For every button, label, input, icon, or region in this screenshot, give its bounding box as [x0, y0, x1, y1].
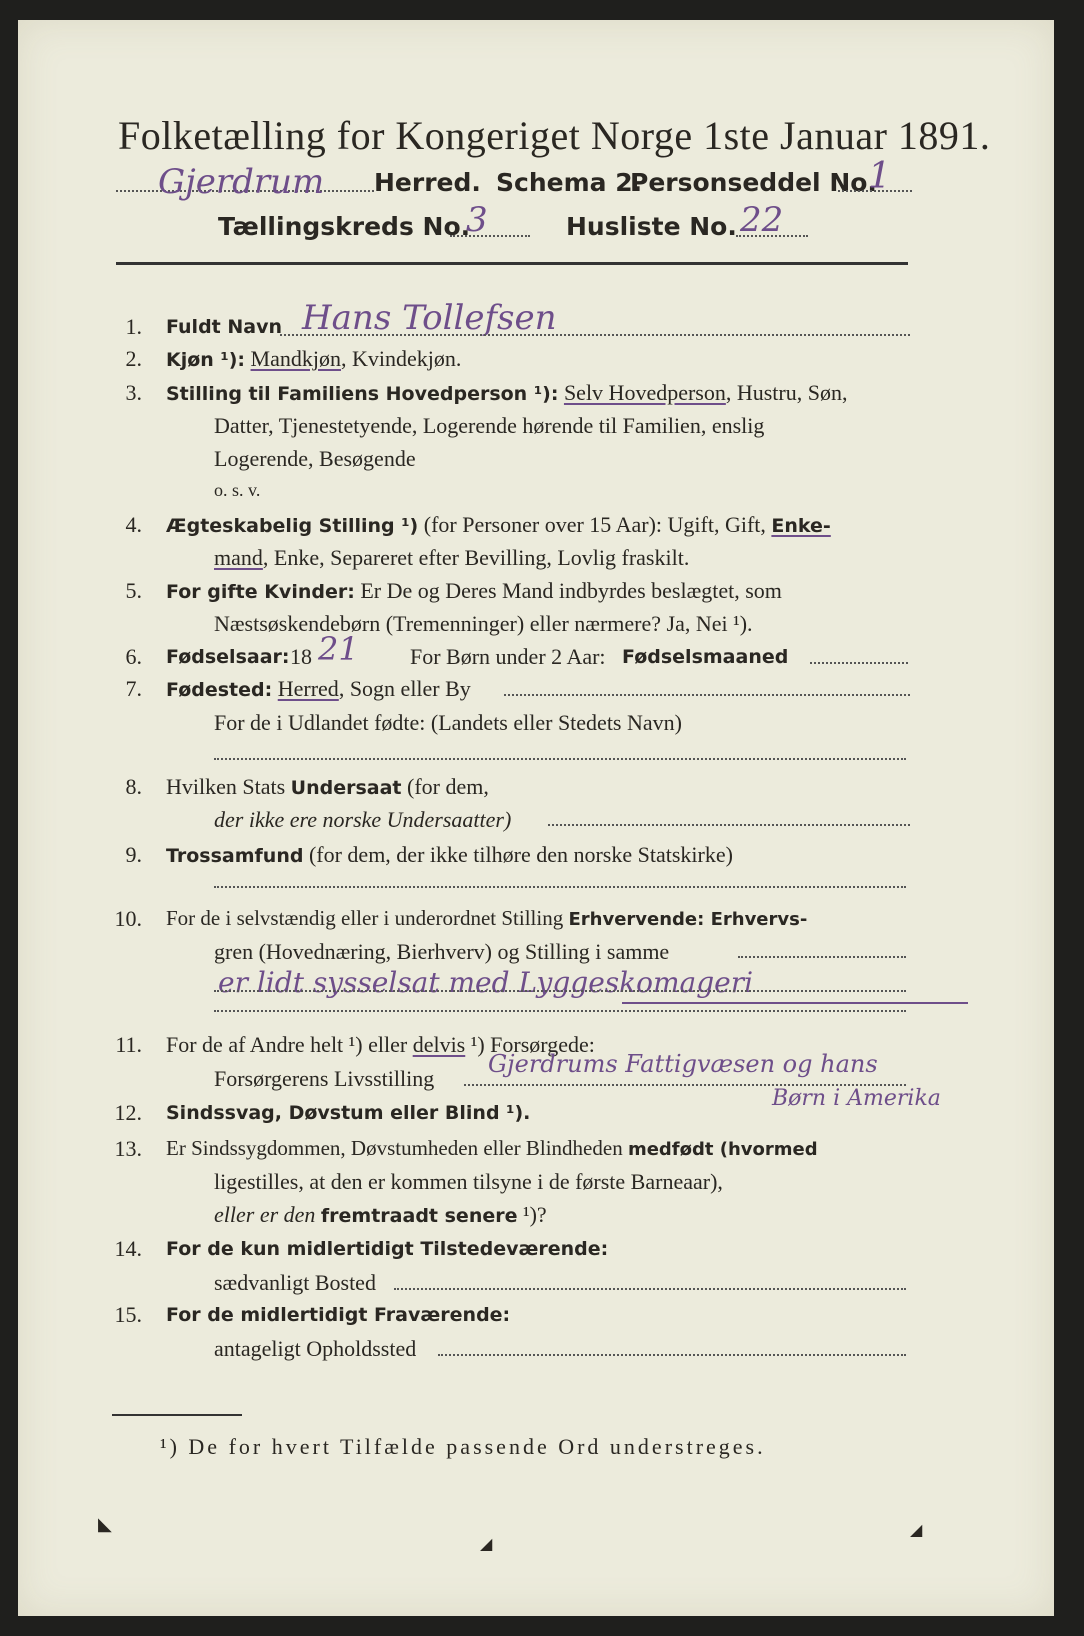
- q10-label: Erhvervende: Erhvervs-: [568, 909, 808, 930]
- q3-line4: o. s. v.: [214, 480, 261, 500]
- q1-value: Hans Tollefsen: [302, 298, 557, 338]
- q4-label: Ægteskabelig Stilling ¹): [166, 515, 419, 537]
- q7-selected-option: Herred: [277, 676, 339, 701]
- husliste-value: 22: [740, 200, 784, 240]
- personseddel-value: 1: [868, 156, 891, 197]
- q10-line3: [214, 990, 906, 992]
- q3-line1: [166, 380, 847, 406]
- q8-line2: der ikke ere norske Undersaatter): [214, 807, 512, 832]
- q6-label: Fødselsaar:: [166, 646, 290, 668]
- q11-value1: Gjerdrums Fattigvæsen og hans: [488, 1050, 878, 1078]
- q6-label2: Fødselsmaaned: [622, 646, 789, 668]
- schema-label: Schema 2.: [496, 168, 643, 197]
- corner-mark-left: ◣: [98, 1514, 112, 1535]
- q8-line: [548, 824, 910, 826]
- q10-underline: [622, 1002, 968, 1004]
- q9-line1: [166, 842, 733, 868]
- q13-number: 13.: [114, 1136, 142, 1161]
- taellingskreds-label: Tællingskreds No.: [218, 212, 471, 241]
- q12-number: 12.: [114, 1100, 142, 1125]
- q7-line: [504, 694, 910, 696]
- corner-mark-right: ◢: [910, 1520, 923, 1539]
- q14-label: For de kun midlertidigt Tilstedeværende:: [166, 1238, 609, 1260]
- q15-line2: antageligt Opholdssted: [214, 1336, 417, 1361]
- footnote-rule: [112, 1414, 242, 1416]
- q11-value2: Børn i Amerika: [772, 1086, 941, 1111]
- q1-label: Fuldt Navn: [166, 316, 283, 338]
- q10-text: For de i selvstændig eller i underordnet Stilling: [166, 906, 564, 930]
- q13-label3: fremtraadt senere: [320, 1205, 518, 1227]
- q4-number: 4.: [125, 512, 142, 537]
- q2-number: 2.: [125, 346, 142, 371]
- q9-line: [214, 886, 906, 888]
- q11-rest: ¹) Forsørgede:: [465, 1032, 595, 1057]
- q15-label: For de midlertidigt Fraværende:: [166, 1304, 511, 1326]
- q6-value: 21: [318, 630, 359, 668]
- q6-number: 6.: [125, 644, 142, 669]
- q13-text3a: eller er den: [214, 1202, 316, 1227]
- q8-label: Undersaat: [290, 777, 402, 799]
- q4-selected-option-a: Enke-: [771, 515, 831, 537]
- q13-line3: [214, 1202, 547, 1228]
- q9-label: Trossamfund: [166, 845, 304, 867]
- q2-text: [166, 346, 461, 372]
- q13-line1: [166, 1136, 818, 1161]
- q3-line3: Logerende, Besøgende: [214, 446, 416, 471]
- q6-text: For Børn under 2 Aar:: [410, 644, 606, 669]
- q7-label: Fødested:: [166, 679, 273, 701]
- q12-label: Sindssvag, Døvstum eller Blind ¹).: [166, 1102, 531, 1124]
- q8-line1: [166, 774, 489, 800]
- q4-line1: [166, 512, 831, 538]
- q5-text: Er De og Deres Mand indbyrdes beslægtet, som: [360, 578, 782, 603]
- q15-line: [438, 1354, 906, 1356]
- q7-line3: [214, 758, 906, 760]
- herred-value: Gjerdrum: [158, 162, 325, 202]
- q3-number: 3.: [125, 380, 142, 405]
- personseddel-label: Personseddel No.: [630, 168, 877, 197]
- q2-other-option: , Kvindekjøn.: [341, 346, 462, 371]
- herred-label: Herred.: [374, 168, 481, 197]
- corner-mark-center: ◢: [480, 1534, 493, 1553]
- q6-prefix: 18: [290, 644, 312, 669]
- q10-line1: [166, 906, 807, 931]
- q14-line2: sædvanligt Bosted: [214, 1270, 376, 1295]
- q5-label: For gifte Kvinder:: [166, 581, 355, 603]
- q11-text: For de af Andre helt ¹) eller: [166, 1032, 408, 1057]
- q11-selected-option: delvis: [412, 1032, 466, 1057]
- q2-selected-option: Mandkjøn: [250, 346, 341, 371]
- q13-text3c: ¹)?: [517, 1202, 547, 1227]
- q5-number: 5.: [125, 578, 142, 603]
- q4-rest: , Enke, Separeret efter Bevilling, Lovlig fraskilt.: [262, 545, 690, 570]
- q3-label: Stilling til Familiens Hovedperson ¹):: [166, 383, 559, 405]
- q1-line: [280, 334, 910, 336]
- footnote: ¹) De for hvert Tilfælde passende Ord understreges.: [160, 1434, 766, 1459]
- q3-selected-option: Selv Hovedperson: [563, 380, 726, 405]
- q8-number: 8.: [125, 774, 142, 799]
- husliste-label: Husliste No.: [566, 212, 737, 241]
- q14-line: [394, 1288, 906, 1290]
- q4-line2: [214, 545, 689, 571]
- q4-selected-option-b: mand: [214, 545, 263, 570]
- form-title: Folketælling for Kongeriget Norge 1ste Januar 1891.: [118, 113, 991, 158]
- q13-text: Er Sindssygdommen, Døvstumheden eller Blindheden: [166, 1136, 623, 1160]
- q10-value: er lidt sysselsat med Lyggeskomageri: [218, 966, 754, 999]
- q5-line1: [166, 578, 782, 604]
- q8-rest: (for dem,: [407, 774, 489, 799]
- q7-rest: , Sogn eller By: [338, 676, 471, 701]
- q11-number: 11.: [115, 1032, 142, 1057]
- q2-label: Kjøn ¹):: [166, 349, 246, 371]
- q3-rest: , Hustru, Søn,: [725, 380, 848, 405]
- q7-line1: [166, 676, 471, 702]
- q3-line2: Datter, Tjenestetyende, Logerende hørende til Familien, enslig: [214, 413, 765, 438]
- q7-line2: For de i Udlandet fødte: (Landets eller Stedets Navn): [214, 710, 682, 735]
- q7-number: 7.: [125, 676, 142, 701]
- q4-text: (for Personer over 15 Aar): Ugift, Gift,: [423, 512, 766, 537]
- census-form-sheet: [18, 20, 1054, 1616]
- q10-number: 10.: [114, 906, 142, 931]
- q10-line: [738, 956, 906, 958]
- q10-line2: gren (Hovednæring, Bierhverv) og Stilling i samme: [214, 939, 670, 964]
- q14-number: 14.: [114, 1236, 142, 1261]
- taellingskreds-value: 3: [466, 200, 488, 240]
- q13-label: medfødt (hvormed: [627, 1139, 818, 1160]
- header-rule: [116, 262, 908, 265]
- taellingskreds-line: [450, 235, 530, 237]
- q9-number: 9.: [125, 842, 142, 867]
- q11-line2: Forsørgerens Livsstilling: [214, 1066, 435, 1091]
- q15-number: 15.: [114, 1302, 142, 1327]
- q10-line4: [214, 1010, 906, 1012]
- q8-text: Hvilken Stats: [166, 774, 286, 799]
- q13-line2: ligestilles, at den er kommen tilsyne i de første Barneaar),: [214, 1169, 723, 1194]
- q1-number: 1.: [125, 314, 142, 339]
- q6-line: [810, 662, 908, 664]
- q5-line2: Næstsøskendebørn (Tremenninger) eller nærmere? Ja, Nei ¹).: [214, 611, 753, 636]
- q9-rest: (for dem, der ikke tilhøre den norske Statskirke): [308, 842, 733, 867]
